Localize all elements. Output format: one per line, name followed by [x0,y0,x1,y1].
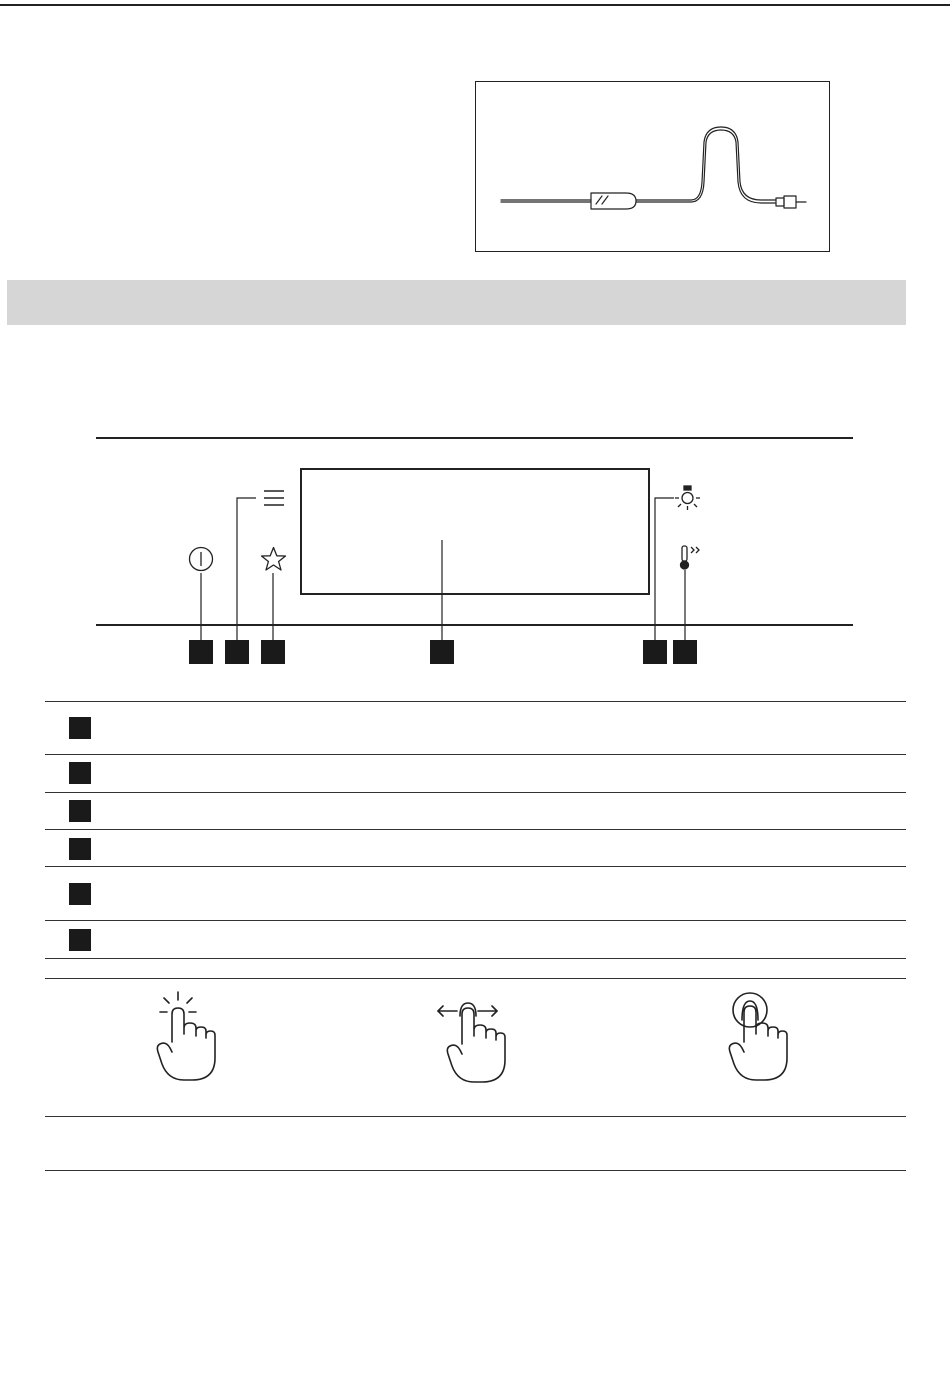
legend-row-marker [69,929,91,951]
legend-row-marker [69,838,91,860]
favourite-star-icon[interactable] [260,546,287,572]
table-rule [45,1170,906,1171]
tap-gesture-icon [150,990,220,1085]
table-rule [45,978,906,979]
callout-marker-fast-heat-up [673,640,697,664]
table-rule [45,958,906,959]
legend-row-marker [69,717,91,739]
table-rule [45,920,906,921]
lamp-icon[interactable] [674,484,702,512]
fast-heat-up-icon[interactable] [676,544,706,572]
table-rule [45,866,906,867]
table-rule [45,754,906,755]
callout-marker-power [189,640,213,664]
table-rule [45,701,906,702]
table-rule [45,1116,906,1117]
legend-row-marker [69,800,91,822]
callout-marker-display [430,640,454,664]
slide-gesture-icon [432,1000,512,1085]
power-icon[interactable] [188,546,214,572]
legend-row-marker [69,883,91,905]
table-rule [45,792,906,793]
callout-marker-lamp [643,640,667,664]
touch-and-hold-gesture-icon [720,990,800,1085]
table-rule [45,829,906,830]
callout-marker-favourite [261,640,285,664]
legend-row-marker [69,762,91,784]
menu-icon[interactable] [262,488,286,508]
callout-marker-menu [225,640,249,664]
